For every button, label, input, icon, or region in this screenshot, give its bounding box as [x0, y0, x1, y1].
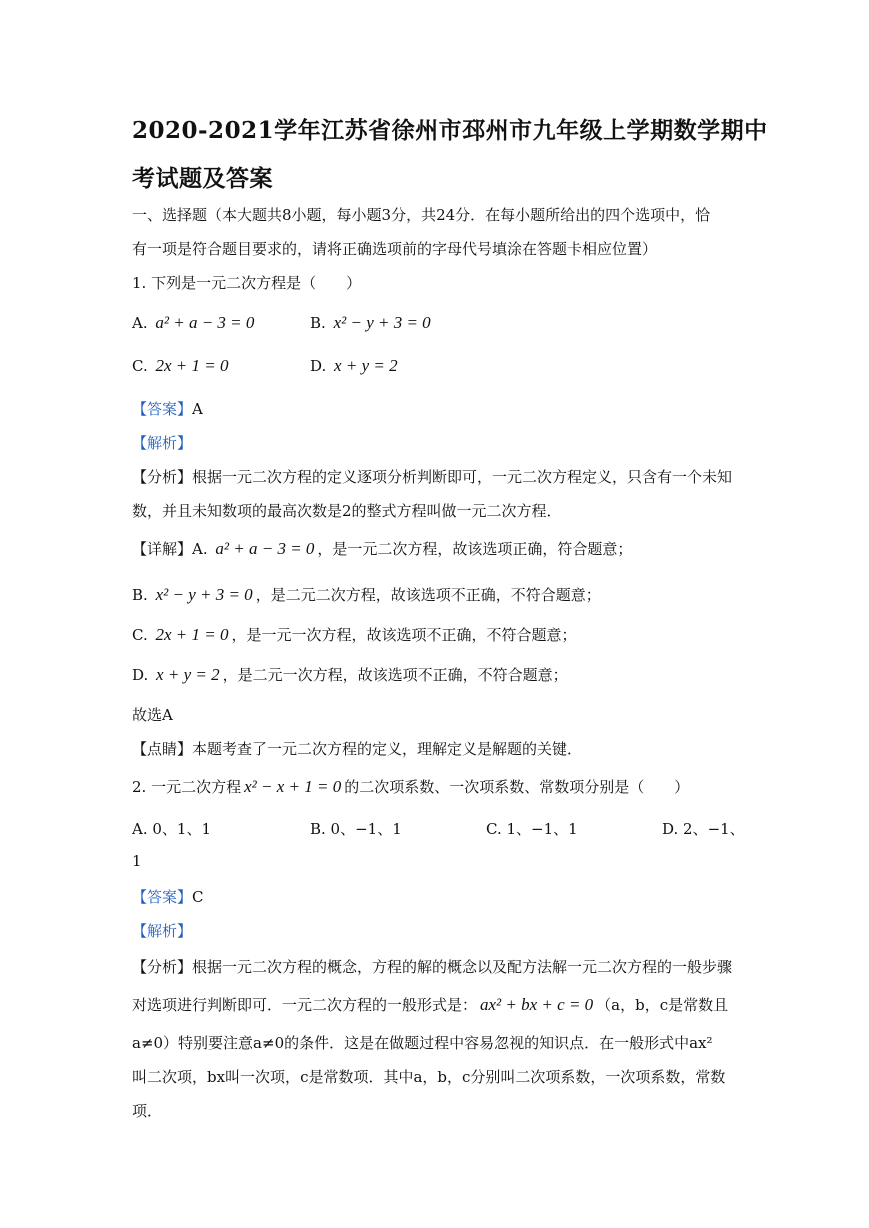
q2-fenxi-2-expr: ax² + bx + c = 0: [480, 995, 594, 1014]
section-heading-line-1: 一、选择题（本大题共8小题，每小题3分，共24分．在每小题所给出的四个选项中，恰: [132, 206, 711, 224]
q1-option-b-expr: x² − y + 3 = 0: [333, 313, 431, 332]
q2-option-d: D. 2、−1、: [662, 820, 745, 838]
q1-xj-c-label: C.: [132, 626, 148, 644]
q1-fenxi-text-1: 根据一元二次方程的定义逐项分析判断即可，一元二次方程定义，只含有一个未知: [192, 468, 733, 486]
q1-dianjing-text: 本题考查了一元二次方程的定义，理解定义是解题的关键．: [192, 740, 583, 758]
q1-xj-a-expr: a² + a − 3 = 0: [215, 539, 315, 558]
q2-analysis-heading: [132, 920, 192, 941]
q1-xj-c-expr: 2x + 1 = 0: [155, 625, 229, 644]
q1-option-c-label: C.: [132, 357, 148, 375]
q2-option-c: C. 1、−1、1: [486, 820, 578, 838]
q1-choose: 故选A: [132, 706, 173, 724]
q2-fenxi-text-1: 根据一元二次方程的概念，方程的解的概念以及配方法解一元二次方程的一般步骤: [192, 958, 733, 976]
q1-option-a-label: A.: [132, 314, 148, 332]
q1-option-b-label: B.: [310, 314, 326, 332]
document-title-line-2: 考试题及答案: [132, 165, 273, 192]
q1-answer-tag: 【答案】: [132, 400, 193, 418]
q1-option-b: [310, 313, 434, 333]
q2-answer: [132, 886, 204, 907]
q1-xj-d-label: D.: [132, 666, 149, 684]
q2-answer-value: C: [192, 888, 204, 906]
q1-option-a: [132, 313, 257, 333]
q1-fenxi-line-1: [132, 466, 732, 487]
q2-fenxi-2-pre: 对选项进行判断即可．一元二次方程的一般形式是：: [132, 996, 478, 1014]
q1-analysis-tag: 【解析】: [132, 434, 193, 452]
document-title-line-1: 2020-2021学年江苏省徐州市邳州市九年级上学期数学期中: [132, 117, 768, 144]
q2-fenxi-line-3: a≠0）特别要注意a≠0的条件．这是在做题过程中容易忽视的知识点．在一般形式中ax²: [132, 1034, 713, 1052]
q1-xj-d-text: ，是二元一次方程，故该选项不正确，不符合题意；: [222, 666, 568, 684]
q1-xj-a-text: ，是一元二次方程，故该选项正确，符合题意；: [317, 540, 633, 558]
q1-xiangjie-a: [132, 538, 632, 559]
q1-answer-value: A: [192, 400, 203, 418]
q1-xiangjie-tag: 【详解】: [132, 540, 193, 558]
q2-fenxi-2-post: （a，b，c是常数且: [596, 996, 729, 1014]
q2-option-b: B. 0、−1、1: [310, 820, 402, 838]
q1-answer: [132, 398, 203, 419]
q1-option-c-expr: 2x + 1 = 0: [155, 356, 229, 375]
q1-xiangjie-b: [132, 584, 601, 605]
section-heading-line-2: 有一项是符合题目要求的，请将正确选项前的字母代号填涂在答题卡相应位置）: [132, 240, 658, 258]
q2-fenxi-tag: 【分析】: [132, 958, 193, 976]
q2-option-d-continued: 1: [132, 852, 142, 870]
q1-option-d-expr: x + y = 2: [334, 356, 398, 375]
q1-xiangjie-c: [132, 624, 577, 645]
q1-xiangjie-d: [132, 664, 568, 685]
q2-fenxi-line-5: 项．: [132, 1102, 163, 1120]
q1-xj-b-expr: x² − y + 3 = 0: [155, 585, 253, 604]
q1-fenxi-line-2: 数，并且未知数项的最高次数是2的整式方程叫做一元二次方程．: [132, 502, 562, 520]
q1-fenxi-tag: 【分析】: [132, 468, 193, 486]
q2-fenxi-line-1: [132, 956, 732, 977]
q1-xj-c-text: ，是一元一次方程，故该选项不正确，不符合题意；: [231, 626, 577, 644]
q2-option-a: A. 0、1、1: [132, 820, 211, 838]
q1-analysis-heading: [132, 432, 192, 453]
q1-xj-d-expr: x + y = 2: [156, 665, 220, 684]
q1-xj-b-label: B.: [132, 586, 148, 604]
q2-fenxi-line-4: 叫二次项，bx叫一次项，c是常数项．其中a，b，c分别叫二次项系数，一次项系数，常数: [132, 1068, 726, 1086]
q2-stem: [132, 776, 689, 797]
q1-option-c: [132, 356, 232, 376]
q1-option-d-label: D.: [310, 357, 327, 375]
q2-stem-expr: x² − x + 1 = 0: [244, 777, 342, 796]
q2-stem-post: 的二次项系数、一次项系数、常数项分别是（ ）: [344, 778, 690, 796]
q1-xj-a-label: A.: [192, 540, 208, 558]
q2-stem-pre: 2. 一元二次方程: [132, 778, 242, 796]
q2-analysis-tag: 【解析】: [132, 922, 193, 940]
q1-option-d: [310, 356, 401, 376]
q2-fenxi-line-2: [132, 994, 728, 1015]
q1-xj-b-text: ，是二元二次方程，故该选项不正确，不符合题意；: [255, 586, 601, 604]
q1-dianjing-tag: 【点睛】: [132, 740, 193, 758]
q1-option-a-expr: a² + a − 3 = 0: [155, 313, 255, 332]
q2-answer-tag: 【答案】: [132, 888, 193, 906]
q1-dianjing: [132, 738, 582, 759]
q1-stem: 1. 下列是一元二次方程是（ ）: [132, 274, 362, 292]
